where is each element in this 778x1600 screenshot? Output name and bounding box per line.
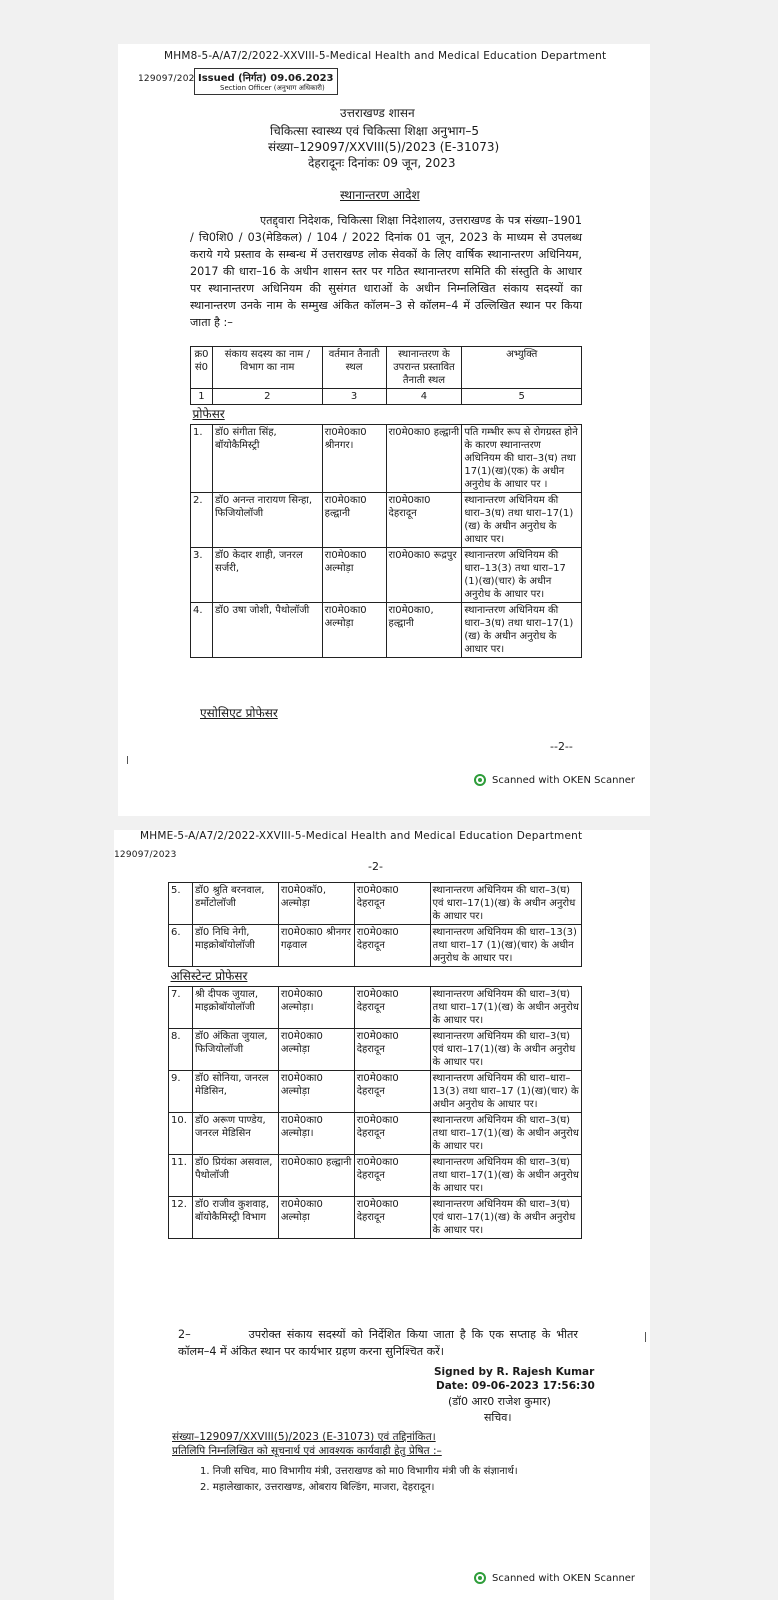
table-row: [169, 1155, 582, 1197]
row-proposed-posting: रा0मे0का0 देहरादून: [354, 925, 430, 967]
row-proposed-posting: रा0मे0का0 देहरादून: [354, 1155, 430, 1197]
copy-number: संख्या–129097/XXVIII(5)/2023 (E-31073) एवं तद्दिनांकित।: [172, 1431, 436, 1443]
row-serial: 9.: [169, 1071, 193, 1113]
department-header: MHM8-5-A/A7/2/2022-XXVIII-5-Medical Health and Medical Education Department: [164, 50, 607, 62]
row-proposed-posting: रा0मे0का0 देहरादून: [354, 1113, 430, 1155]
header-serial: क्र0 सं0: [191, 347, 213, 389]
paragraph-number: 2–: [178, 1328, 191, 1341]
row-remark: स्थानान्तरण अधिनियम की धारा–3(घ) एवं धारा–17(1)(ख) के अधीन अनुरोध के आधार पर।: [430, 1197, 581, 1239]
row-faculty-name: डॉ0 अंकिता जुयाल, फिजियोलॉजी: [192, 1029, 278, 1071]
paragraph-text: उपरोक्त संकाय सदस्यों को निर्देशित किया जाता है कि एक सप्ताह के भीतर कॉलम–4 में अंकित स्थान पर कार्यभार ग्रहण करना सुनिश्चित करें।: [178, 1328, 579, 1358]
row-proposed-posting: रा0मे0का0 देहरादून: [354, 883, 430, 925]
scanner-logo-icon: [474, 774, 486, 786]
copy-list-item: 2. महालेखाकार, उत्तराखण्ड, ओबराय बिल्डिंग, माजरा, देहरादून।: [200, 1482, 435, 1493]
table-row: [191, 425, 582, 493]
row-current-posting: रा0मे0का0 अल्मोड़ा।: [278, 987, 354, 1029]
row-remark: स्थानान्तरण अधिनियम की धारा–3(घ) तथा धारा–17(1)(ख) के अधीन अनुरोध के आधार पर।: [430, 987, 581, 1029]
department-header: MHME-5-A/A7/2/2022-XXVIII-5-Medical Health and Medical Education Department: [140, 830, 583, 842]
table-body-associate: [169, 883, 582, 967]
row-faculty-name: डॉ0 केदार शाही, जनरल सर्जरी,: [212, 548, 322, 603]
scanner-logo-icon: [474, 1572, 486, 1584]
row-faculty-name: डॉ0 प्रियंका असवाल, पैथोलॉजी: [192, 1155, 278, 1197]
section-row-professor: [191, 405, 582, 425]
row-current-posting: रा0मे0का0 श्रीनगर।: [322, 425, 386, 493]
row-current-posting: रा0मे0का0 हल्द्वानी: [322, 493, 386, 548]
section-label-assistant: असिस्टेन्ट प्रोफेसर: [169, 967, 582, 987]
paragraph-2: [178, 1326, 578, 1360]
row-current-posting: रा0मे0कॉ0, अल्मोड़ा: [278, 883, 354, 925]
government-title: उत्तराखण्ड शासन: [340, 106, 415, 120]
section-officer-label: Section Officer (अनुभाग अधिकारी): [220, 84, 325, 92]
row-serial: 10.: [169, 1113, 193, 1155]
scanner-watermark: [474, 774, 635, 786]
table-row: [169, 925, 582, 967]
signed-by: Signed by R. Rajesh Kumar: [434, 1366, 595, 1378]
row-proposed-posting: रा0मे0का0, हल्द्वानी: [386, 603, 462, 658]
row-current-posting: रा0मे0का0 अल्मोड़ा: [278, 1197, 354, 1239]
copy-list: [200, 1464, 580, 1496]
table-row: [169, 1197, 582, 1239]
table-row: [169, 987, 582, 1029]
letter-number: संख्या–129097/XXVIII(5)/2023 (E-31073): [268, 140, 500, 154]
row-remark: स्थानान्तरण अधिनियम की धारा–3(घ) तथा धारा–17(1)(ख) के अधीन अनुरोध के आधार पर।: [430, 1155, 581, 1197]
row-current-posting: रा0मे0का0 अल्मोड़ा।: [278, 1113, 354, 1155]
column-number-row: [191, 389, 582, 405]
row-remark: पति गम्भीर रूप से रोगग्रस्त होने के कारण स्थानान्तरण अधिनियम की धारा–3(घ) तथा 17(1)(ख)(एक) के अधीन अनुरोध के आधार पर ।: [462, 425, 582, 493]
row-serial: 2.: [191, 493, 213, 548]
row-current-posting: रा0मे0का0 हल्द्वानी: [278, 1155, 354, 1197]
row-remark: स्थानान्तरण अधिनियम की धारा–13(3) तथा धारा–17 (1)(ख)(चार) के अधीन अनुरोध के आधार पर।: [430, 925, 581, 967]
scanner-label: Scanned with OKEN Scanner: [492, 774, 636, 786]
table-row: [169, 1113, 582, 1155]
row-faculty-name: डॉ0 अनन्त नारायण सिन्हा, फिजियोलॉजी: [212, 493, 322, 548]
table-body-assistant: [169, 987, 582, 1239]
section-label-associate: एसोसिएट प्रोफेसर: [200, 706, 278, 720]
row-faculty-name: डॉ0 सोनिया, जनरल मेडिसिन,: [192, 1071, 278, 1113]
row-remark: स्थानान्तरण अधिनियम की धारा–धारा–13(3) तथा धारा–17 (1)(ख)(चार) के अधीन अनुरोध के आधार पर।: [430, 1071, 581, 1113]
row-proposed-posting: रा0मे0का0 देहरादून: [386, 493, 462, 548]
row-faculty-name: डॉ0 अरूण पाण्डेय, जनरल मेडिसिन: [192, 1113, 278, 1155]
row-remark: स्थानान्तरण अधिनियम की धारा–13(3) तथा धारा–17 (1)(ख)(चार) के अधीन अनुरोध के आधार पर।: [462, 548, 582, 603]
header-proposed-posting: स्थानान्तरण के उपरान्त प्रस्तावित तैनाती स्थल: [386, 347, 462, 389]
scanned-page-2: [114, 830, 650, 1600]
order-paragraph: एतद्द्वारा निदेशक, चिकित्सा शिक्षा निदेशालय, उत्तराखण्ड के पत्र संख्या–1901 / चि0शि0 / 03(मेडिकल) / 104 / 2022 दिनांक 01 जून, 2023 के माध्यम से उपलब्ध कराये गये प्रस्ताव के सम्बन्ध में उत्तराखण्ड लोक सेवकों के लिए वार्षिक स्थानान्तरण अधिनियम, 2017 की धारा–16 के अधीन शासन स्तर पर गठित स्थानान्तरण समिति की संस्तुति के आधार पर स्थानान्तरण अधिनियम की सुसंगत धाराओं के अधीन निम्नलिखित संकाय सदस्यों का स्थानान्तरण उनके नाम के सम्मुख अंकित कॉलम–3 से कॉलम–4 में उल्लिखित स्थान पर किया जाता है :–: [190, 214, 582, 329]
row-remark: स्थानान्तरण अधिनियम की धारा–3(घ) तथा धारा–17(1)(ख) के अधीन अनुरोध के आधार पर।: [462, 493, 582, 548]
table-row: [169, 883, 582, 925]
table-row: [191, 493, 582, 548]
table-row: [191, 603, 582, 658]
table-row: [169, 1071, 582, 1113]
scanned-page-1: [118, 44, 650, 816]
row-serial: 7.: [169, 987, 193, 1029]
copy-intro: प्रतिलिपि निम्नलिखित को सूचनार्थ एवं आवश्यक कार्यवाही हेतु प्रेषित :–: [172, 1445, 442, 1457]
column-number: 4: [386, 389, 462, 405]
signed-date: Date: 09-06-2023 17:56:30: [436, 1380, 595, 1392]
row-serial: 1.: [191, 425, 213, 493]
section-title: चिकित्सा स्वास्थ्य एवं चिकित्सा शिक्षा अनुभाग–5: [270, 124, 480, 138]
letter-date: देहरादूनः दिनांकः 09 जून, 2023: [308, 156, 456, 170]
row-serial: 6.: [169, 925, 193, 967]
row-current-posting: रा0मे0का0 अल्मोड़ा: [278, 1071, 354, 1113]
column-number: 3: [322, 389, 386, 405]
row-faculty-name: डॉ0 निधि नेगी, माइक्रोबॉयोलॉजी: [192, 925, 278, 967]
issued-stamp: [194, 68, 338, 95]
transfer-table-page1: [190, 346, 582, 658]
header-current-posting: वर्तमान तैनाती स्थल: [322, 347, 386, 389]
row-serial: 5.: [169, 883, 193, 925]
row-current-posting: रा0मे0का0 श्रीनगर गढ़वाल: [278, 925, 354, 967]
column-number: 2: [212, 389, 322, 405]
row-faculty-name: डॉ0 संगीता सिंह, बॉयोकैमिस्ट्री: [212, 425, 322, 493]
header-name: संकाय सदस्य का नाम / विभाग का नाम: [212, 347, 322, 389]
margin-mark: [127, 756, 128, 764]
section-row-assistant: [169, 967, 582, 987]
issued-stamp-text: Issued (निर्गत) 09.06.2023: [198, 73, 334, 84]
row-remark: स्थानान्तरण अधिनियम की धारा–3(घ) तथा धारा–17(1)(ख) के अधीन अनुरोध के आधार पर।: [462, 603, 582, 658]
row-remark: स्थानान्तरण अधिनियम की धारा–3(घ) एवं धारा–17(1)(ख) के अधीन अनुरोध के आधार पर।: [430, 883, 581, 925]
page-number: -2-: [368, 860, 383, 873]
section-label-professor: प्रोफेसर: [191, 405, 582, 425]
row-serial: 3.: [191, 548, 213, 603]
row-proposed-posting: रा0मे0का0 देहरादून: [354, 987, 430, 1029]
signer-name: (डॉ0 आर0 राजेश कुमार): [448, 1395, 551, 1408]
margin-mark: [645, 1332, 646, 1342]
page-marker: --2--: [550, 740, 573, 753]
table-body: [191, 425, 582, 658]
row-current-posting: रा0मे0का0 अल्मोड़ा: [278, 1029, 354, 1071]
scanner-label: Scanned with OKEN Scanner: [492, 1572, 636, 1584]
header-remarks: अभ्युक्ति: [462, 347, 582, 389]
column-number: 1: [191, 389, 213, 405]
reference-number: 129097/2023: [114, 850, 177, 860]
row-serial: 4.: [191, 603, 213, 658]
column-number: 5: [462, 389, 582, 405]
row-faculty-name: श्री दीपक जुयाल, माइक्रोबॉयोलॉजी: [192, 987, 278, 1029]
row-remark: स्थानान्तरण अधिनियम की धारा–3(घ) तथा धारा–17(1)(ख) के अधीन अनुरोध के आधार पर।: [430, 1113, 581, 1155]
copy-list-item: 1. निजी सचिव, मा0 विभागीय मंत्री, उत्तराखण्ड को मा0 विभागीय मंत्री जी के संज्ञानार्थ।: [200, 1466, 518, 1477]
row-proposed-posting: रा0मे0का0 देहरादून: [354, 1197, 430, 1239]
row-serial: 12.: [169, 1197, 193, 1239]
row-faculty-name: डॉ0 उषा जोशी, पैथोलॉजी: [212, 603, 322, 658]
table-header-row: [191, 347, 582, 389]
reference-number: 129097/202: [138, 74, 195, 84]
table-row: [169, 1029, 582, 1071]
row-faculty-name: डॉ0 राजीव कुशवाह, बॉयोकैमिस्ट्री विभाग: [192, 1197, 278, 1239]
row-current-posting: रा0मे0का0 अल्मोड़ा: [322, 548, 386, 603]
row-serial: 11.: [169, 1155, 193, 1197]
row-proposed-posting: रा0मे0का0 देहरादून: [354, 1029, 430, 1071]
scanner-watermark: [474, 1572, 635, 1584]
row-proposed-posting: रा0मे0का0 हल्द्वानी: [386, 425, 462, 493]
row-faculty-name: डॉ0 श्रुति बरनवाल, डर्मोटोलॉजी: [192, 883, 278, 925]
row-current-posting: रा0मे0का0 अल्मोड़ा: [322, 603, 386, 658]
row-proposed-posting: रा0मे0का0 रूद्रपुर: [386, 548, 462, 603]
row-serial: 8.: [169, 1029, 193, 1071]
signer-title: सचिव।: [484, 1411, 512, 1424]
row-proposed-posting: रा0मे0का0 देहरादून: [354, 1071, 430, 1113]
row-remark: स्थानान्तरण अधिनियम की धारा–3(घ) एवं धारा–17(1)(ख) के अधीन अनुरोध के आधार पर।: [430, 1029, 581, 1071]
table-row: [191, 548, 582, 603]
transfer-table-page2: [168, 882, 582, 1239]
order-title: स्थानान्तरण आदेश: [340, 188, 420, 202]
